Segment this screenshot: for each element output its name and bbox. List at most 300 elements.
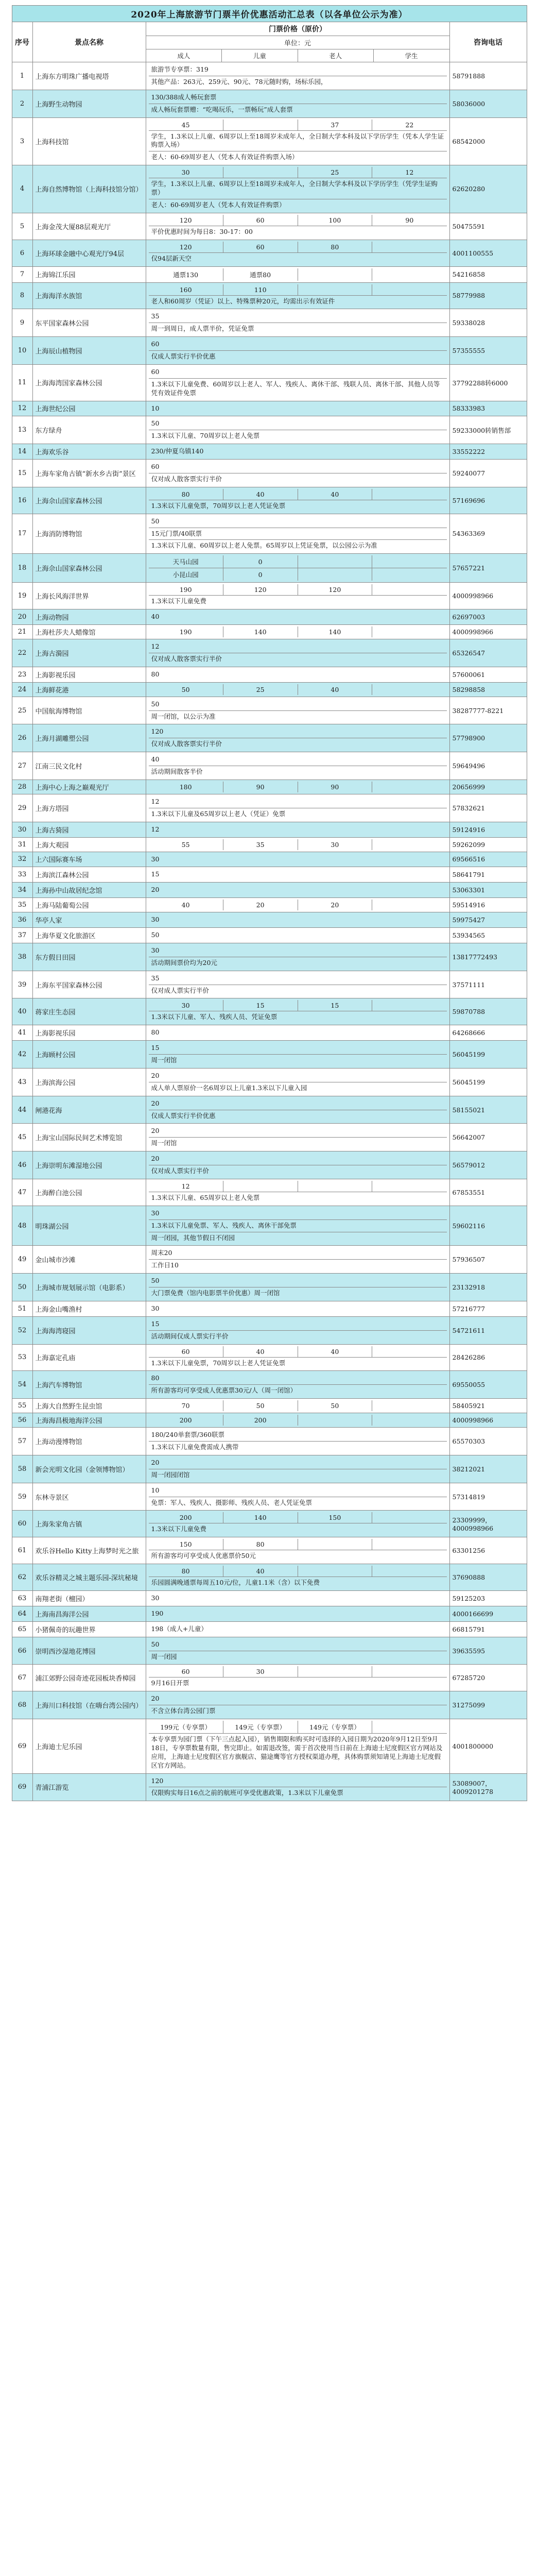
header-no: 序号 — [12, 22, 32, 62]
price-cell — [146, 282, 449, 309]
attraction-name: 新会光明文化园（金领博物馆） — [32, 1455, 146, 1483]
price-cell — [146, 1621, 449, 1637]
price-note: 30 — [151, 1594, 160, 1602]
price-note: 周末20 — [149, 1247, 447, 1259]
price-value — [372, 1721, 447, 1734]
phone-number: 4001100555 — [449, 240, 527, 266]
attraction-name: 上海动漫博物馆 — [32, 1428, 146, 1455]
price-cell — [146, 1719, 449, 1774]
price-value: 40 — [298, 489, 372, 500]
price-value: 40 — [149, 900, 223, 910]
price-cell — [146, 1206, 449, 1246]
price-cell — [146, 309, 449, 337]
price-note: 35 — [149, 311, 447, 323]
attraction-name: 上海顾村公园 — [32, 1041, 146, 1069]
price-value: 35 — [223, 839, 298, 850]
price-note: 20 — [149, 1153, 447, 1165]
table-row — [12, 90, 527, 117]
price-cell — [146, 667, 449, 682]
price-cell — [146, 1399, 449, 1413]
attraction-name: 蒋家庄生态园 — [32, 998, 146, 1025]
row-number: 43 — [12, 1068, 32, 1096]
attraction-name: 上海海湾国家森林公园 — [32, 364, 146, 401]
phone-number: 63301256 — [449, 1537, 527, 1564]
price-note: 仅成人票实行半价优惠 — [149, 1110, 447, 1122]
phone-number: 69550055 — [449, 1371, 527, 1399]
phone-number: 57216777 — [449, 1301, 527, 1316]
price-note: 成人畅玩套票赠：“吃喝玩乐，一票畅玩”成人套票 — [149, 104, 447, 115]
price-value: 200 — [149, 1415, 223, 1426]
table-row — [12, 1068, 527, 1096]
price-cell — [146, 724, 449, 752]
attraction-name: 上海孙中山故居纪念馆 — [32, 883, 146, 898]
attraction-name: 东方假日田园 — [32, 943, 146, 971]
price-note: 仅对成人散客票实行半价 — [149, 653, 447, 665]
price-value: 160 — [149, 284, 223, 296]
phone-number: 59262099 — [449, 837, 527, 852]
price-note: 仅94层新天空 — [149, 252, 447, 264]
table-row — [12, 165, 527, 213]
phone-number: 62697003 — [449, 609, 527, 625]
row-number: 28 — [12, 779, 32, 794]
phone-number: 50475591 — [449, 213, 527, 240]
attraction-name: 上海消防博物馆 — [32, 514, 146, 554]
price-value: 70 — [149, 1400, 223, 1411]
table-row — [12, 487, 527, 514]
table-row — [12, 1179, 527, 1206]
price-value: 30 — [149, 1000, 223, 1011]
price-cell — [146, 1455, 449, 1483]
phone-number: 57314819 — [449, 1483, 527, 1511]
table-row — [12, 1719, 527, 1774]
row-number: 4 — [12, 165, 32, 213]
price-note: 学生，1.3米以上儿童、6周岁以上至18周岁未成年人，全日制大学本科及以下学历学生（凭本人学生证购票入场） — [149, 130, 447, 151]
row-number: 31 — [12, 837, 32, 852]
table-row — [12, 1773, 527, 1801]
price-cell — [146, 609, 449, 625]
phone-number: 54363369 — [449, 514, 527, 554]
price-note: 仅对成人散客票实行半价 — [149, 473, 447, 485]
price-value: 190 — [149, 626, 223, 637]
phone-number: 58641791 — [449, 867, 527, 883]
price-value — [298, 1181, 372, 1192]
price-value: 20 — [298, 900, 372, 910]
row-number: 20 — [12, 609, 32, 625]
price-value: 12 — [372, 167, 447, 178]
price-value — [372, 900, 447, 910]
price-value: 40 — [223, 1566, 298, 1577]
price-note: 活动期间票价均为20元 — [149, 957, 447, 969]
row-number: 14 — [12, 444, 32, 460]
table-row — [12, 240, 527, 266]
phone-number: 58779988 — [449, 282, 527, 309]
price-note: 20 — [149, 1098, 447, 1110]
row-number: 27 — [12, 752, 32, 780]
price-value — [372, 1512, 447, 1523]
price-value: 25 — [298, 167, 372, 178]
row-number: 69 — [12, 1719, 32, 1774]
row-number: 65 — [12, 1621, 32, 1637]
row-number: 63 — [12, 1591, 32, 1606]
price-cell — [146, 1564, 449, 1591]
table-row — [12, 1371, 527, 1399]
row-number: 19 — [12, 583, 32, 609]
table-row — [12, 266, 527, 282]
row-number: 38 — [12, 943, 32, 971]
row-number: 24 — [12, 682, 32, 697]
table-row — [12, 1621, 527, 1637]
price-value — [223, 120, 298, 131]
price-note: 9月16日开票 — [149, 1677, 447, 1689]
price-note: 60 — [149, 366, 447, 378]
price-note: 1.3米以下儿童免票、军人、残疾人、离休干部免票 — [149, 1219, 447, 1232]
price-cell — [146, 1691, 449, 1719]
table-row — [12, 752, 527, 780]
phone-number: 67853551 — [449, 1179, 527, 1206]
price-note: 1.3米以下儿童免费 — [149, 1523, 447, 1535]
table-row — [12, 337, 527, 365]
price-cell — [146, 1537, 449, 1564]
price-value: 120 — [223, 584, 298, 596]
price-cell — [146, 1344, 449, 1371]
price-cell — [146, 1274, 449, 1301]
price-cell — [146, 794, 449, 822]
row-number: 22 — [12, 639, 32, 667]
row-number: 59 — [12, 1483, 32, 1511]
price-cell — [146, 837, 449, 852]
phone-number: 59602116 — [449, 1206, 527, 1246]
price-value: 50 — [149, 684, 223, 695]
row-number: 5 — [12, 213, 32, 240]
price-note: 旅游节专享票：319 — [149, 64, 447, 76]
price-value: 50 — [298, 1400, 372, 1411]
price-cell — [146, 1151, 449, 1179]
price-note: 15元门票/40联票 — [149, 528, 447, 540]
price-cell — [146, 1096, 449, 1124]
price-value: 40 — [223, 1346, 298, 1358]
row-number: 7 — [12, 266, 32, 282]
price-note: 活动期间散客半价 — [149, 766, 447, 778]
attraction-name: 上海辰山植物园 — [32, 337, 146, 365]
price-note: 20 — [149, 1457, 447, 1469]
price-note: 老人和60周岁（凭证）以上、特殊票种20元，均需出示有效证件 — [149, 295, 447, 307]
price-value — [372, 1666, 447, 1677]
price-value — [372, 1415, 447, 1426]
price-value: 199元（专享票） — [149, 1721, 223, 1734]
table-row — [12, 1096, 527, 1124]
price-value — [298, 568, 372, 581]
attraction-name: 东方绿舟 — [32, 416, 146, 444]
price-note: 周一闭园闭馆 — [149, 1469, 447, 1481]
table-row — [12, 583, 527, 609]
attraction-name: 上海车家角古镇“新水乡古街”景区 — [32, 460, 146, 487]
phone-number: 53089007，4009201278 — [449, 1773, 527, 1801]
row-number: 45 — [12, 1124, 32, 1151]
phone-number: 23132918 — [449, 1274, 527, 1301]
row-number: 2 — [12, 90, 32, 117]
price-note: 1.3米以下儿童及65周岁以上老人（凭证）免票 — [149, 808, 447, 820]
row-number: 52 — [12, 1316, 32, 1344]
price-value: 110 — [223, 284, 298, 296]
price-value: 90 — [298, 782, 372, 792]
price-value — [298, 1415, 372, 1426]
price-note: 成人单人票原价一名6周岁以上儿童1.3米以下儿童入园 — [149, 1082, 447, 1094]
row-number: 33 — [12, 867, 32, 883]
price-cell — [146, 1428, 449, 1455]
phone-number: 57798900 — [449, 724, 527, 752]
price-cell — [146, 1665, 449, 1691]
table-row — [12, 1591, 527, 1606]
price-value: 60 — [149, 1666, 223, 1677]
table-row — [12, 883, 527, 898]
price-note: 198（成人+儿童） — [151, 1624, 207, 1633]
row-number: 26 — [12, 724, 32, 752]
price-value — [372, 839, 447, 850]
price-cell — [146, 852, 449, 867]
row-number: 46 — [12, 1151, 32, 1179]
header-child: 儿童 — [222, 49, 298, 62]
price-note: 仅对成人散客票实行半价 — [149, 738, 447, 750]
row-number: 58 — [12, 1455, 32, 1483]
price-value: 40 — [298, 684, 372, 695]
price-value: 180 — [149, 782, 223, 792]
attraction-name: 闸港花海 — [32, 1096, 146, 1124]
table-row — [12, 1564, 527, 1591]
price-value: 200 — [223, 1415, 298, 1426]
price-cell — [146, 912, 449, 928]
phone-number: 39635595 — [449, 1637, 527, 1665]
price-cell — [146, 165, 449, 213]
price-cell — [146, 583, 449, 609]
table-row — [12, 1206, 527, 1246]
price-value: 149元（专享票） — [223, 1721, 298, 1734]
row-number: 67 — [12, 1665, 32, 1691]
price-value — [298, 284, 372, 296]
table-row — [12, 1124, 527, 1151]
price-cell — [146, 1041, 449, 1069]
table-row — [12, 1511, 527, 1537]
price-note: 20 — [149, 1693, 447, 1705]
table-row — [12, 898, 527, 912]
phone-number: 38287777-8221 — [449, 697, 527, 724]
phone-number: 59338028 — [449, 309, 527, 337]
price-cell — [146, 625, 449, 639]
attraction-name: 欢乐谷精灵之城主题乐园-深坑秘境 — [32, 1564, 146, 1591]
row-number: 8 — [12, 282, 32, 309]
price-value — [372, 626, 447, 637]
attraction-name: 上海迪士尼乐园 — [32, 1719, 146, 1774]
price-value — [372, 1400, 447, 1411]
price-note: 1.3米以下儿童免费 — [149, 596, 447, 607]
attraction-name: 上海海洋水族馆 — [32, 282, 146, 309]
price-value: 90 — [223, 782, 298, 792]
price-value — [372, 1539, 447, 1550]
price-note: 50 — [149, 1639, 447, 1651]
table-row — [12, 971, 527, 998]
attraction-name: 小猪佩奇的玩趣世界 — [32, 1621, 146, 1637]
price-value: 100 — [298, 215, 372, 226]
price-note: 仅限购实每日16点之前的航班可享受优惠政策，1.3米以下儿童免票 — [149, 1787, 447, 1799]
price-note: 乐园圆满晚通票每周五10元/位，儿童1.1米（含）以下免费 — [149, 1577, 447, 1589]
attraction-name: 上海科技馆 — [32, 117, 146, 165]
table-row — [12, 554, 527, 583]
phone-number: 68542000 — [449, 117, 527, 165]
row-number: 29 — [12, 794, 32, 822]
price-cell — [146, 401, 449, 416]
attraction-name: 中国航海博物馆 — [32, 697, 146, 724]
price-note: 40 — [149, 754, 447, 766]
attraction-name: 上海朱家角古镇 — [32, 1511, 146, 1537]
price-value: 50 — [223, 1400, 298, 1411]
row-number: 47 — [12, 1179, 32, 1206]
price-cell — [146, 752, 449, 780]
phone-number: 58155021 — [449, 1096, 527, 1124]
phone-number: 31275099 — [449, 1691, 527, 1719]
row-number: 55 — [12, 1399, 32, 1413]
price-note: 周一闭园，其他节假日不闭园 — [149, 1232, 447, 1244]
phone-number: 56642007 — [449, 1124, 527, 1151]
price-cell — [146, 554, 449, 583]
price-cell — [146, 1301, 449, 1316]
price-value: 150 — [298, 1512, 372, 1523]
phone-number: 57832621 — [449, 794, 527, 822]
row-number: 34 — [12, 883, 32, 898]
phone-number: 59514916 — [449, 898, 527, 912]
phone-number: 56045199 — [449, 1041, 527, 1069]
attraction-name: 上海佘山国家森林公园 — [32, 487, 146, 514]
phone-number: 65570303 — [449, 1428, 527, 1455]
attraction-name: 上海城市规划展示馆（电影系） — [32, 1274, 146, 1301]
row-number: 18 — [12, 554, 32, 583]
attraction-name: 上海大观园 — [32, 837, 146, 852]
price-note: 周一闭馆，以公示为准 — [149, 710, 447, 722]
price-note: 30 — [151, 916, 160, 924]
page-title: 2020年上海旅游节门票半价优惠活动汇总表（以各单位公示为准） — [12, 6, 527, 22]
price-cell — [146, 682, 449, 697]
price-value — [298, 1566, 372, 1577]
price-value — [298, 1539, 372, 1550]
attraction-name: 上海南昌海洋公园 — [32, 1606, 146, 1621]
attraction-name: 上海滨海公园 — [32, 1068, 146, 1096]
row-number: 61 — [12, 1537, 32, 1564]
price-value: 0 — [223, 555, 298, 568]
table-row — [12, 867, 527, 883]
phone-number: 37690888 — [449, 1564, 527, 1591]
price-note: 40 — [151, 613, 160, 621]
table-row — [12, 794, 527, 822]
price-cell — [146, 337, 449, 365]
price-note: 20 — [151, 886, 160, 894]
phone-number: 37792288转6000 — [449, 364, 527, 401]
price-note: 230/仲夏乌镇140 — [151, 447, 204, 455]
price-value: 90 — [372, 215, 447, 226]
price-cell — [146, 943, 449, 971]
price-value — [372, 1181, 447, 1192]
table-row — [12, 1274, 527, 1301]
price-value: 25 — [223, 684, 298, 695]
table-row — [12, 724, 527, 752]
price-cell — [146, 1511, 449, 1537]
price-value: 60 — [223, 215, 298, 226]
phone-number: 57657221 — [449, 554, 527, 583]
table-row — [12, 1428, 527, 1455]
price-note: 10 — [149, 1485, 447, 1497]
price-note: 20 — [149, 1125, 447, 1137]
phone-number: 23309999，4000998966 — [449, 1511, 527, 1537]
header-adult: 成人 — [146, 49, 222, 62]
price-note: 15 — [149, 1042, 447, 1054]
price-note: 所有游客均可享受成人优惠票价50元 — [149, 1550, 447, 1562]
table-row — [12, 912, 527, 928]
attraction-name: 上海中心上海之巅观光厅 — [32, 779, 146, 794]
attraction-name: 上海杜莎夫人蜡像馆 — [32, 625, 146, 639]
phone-number: 58298858 — [449, 682, 527, 697]
attraction-name: 上海月湖雕塑公园 — [32, 724, 146, 752]
phone-number: 64268666 — [449, 1025, 527, 1041]
table-row — [12, 444, 527, 460]
tourism-table — [12, 5, 527, 1801]
price-cell — [146, 1025, 449, 1041]
price-value — [372, 555, 447, 568]
phone-number: 59870788 — [449, 998, 527, 1025]
attraction-name: 金山城市沙滩 — [32, 1246, 146, 1274]
price-value — [223, 167, 298, 178]
price-note: 12 — [151, 825, 160, 833]
table-row — [12, 460, 527, 487]
row-number: 11 — [12, 364, 32, 401]
phone-number: 4000998966 — [449, 1413, 527, 1428]
row-number: 40 — [12, 998, 32, 1025]
table-row — [12, 1041, 527, 1069]
price-value — [372, 268, 447, 281]
price-note: 工作日10 — [149, 1260, 447, 1272]
phone-number: 4001800000 — [449, 1719, 527, 1774]
attraction-name: 上海川口科技馆（在嗨台湾公园内） — [32, 1691, 146, 1719]
price-value — [372, 242, 447, 253]
phone-number: 58791888 — [449, 62, 527, 90]
price-note: 120 — [149, 1775, 447, 1787]
table-row — [12, 364, 527, 401]
attraction-name: 上海海昌极地海洋公园 — [32, 1413, 146, 1428]
phone-number: 59975427 — [449, 912, 527, 928]
price-note: 仅对成人票实行半价 — [149, 1165, 447, 1177]
phone-number: 4000998966 — [449, 625, 527, 639]
price-cell — [146, 822, 449, 837]
price-note: 190 — [151, 1609, 164, 1617]
price-note: 1.3米以下儿童免费需成人携带 — [149, 1442, 447, 1453]
row-number: 17 — [12, 514, 32, 554]
price-note: 1.3米以下儿童、60周岁以上老人免票。65周岁以上凭证免票，以公园公示为准 — [149, 540, 447, 552]
row-number: 36 — [12, 912, 32, 928]
table-row — [12, 117, 527, 165]
price-value: 40 — [223, 489, 298, 500]
phone-number: 62620280 — [449, 165, 527, 213]
price-cell — [146, 364, 449, 401]
attraction-name: 上海环球金融中心观光厅94层 — [32, 240, 146, 266]
row-number: 56 — [12, 1413, 32, 1428]
price-value: 15 — [223, 1000, 298, 1011]
attraction-name: 上海东方明珠广播电视塔 — [32, 62, 146, 90]
row-number: 41 — [12, 1025, 32, 1041]
price-cell — [146, 90, 449, 117]
attraction-name: 上海世纪公园 — [32, 401, 146, 416]
attraction-name: 上海方塔园 — [32, 794, 146, 822]
row-number: 37 — [12, 928, 32, 943]
price-value: 80 — [223, 1539, 298, 1550]
attraction-name: 上海宝山国际民间艺术博览馆 — [32, 1124, 146, 1151]
price-value: 60 — [223, 242, 298, 253]
price-note: 30 — [149, 1208, 447, 1219]
